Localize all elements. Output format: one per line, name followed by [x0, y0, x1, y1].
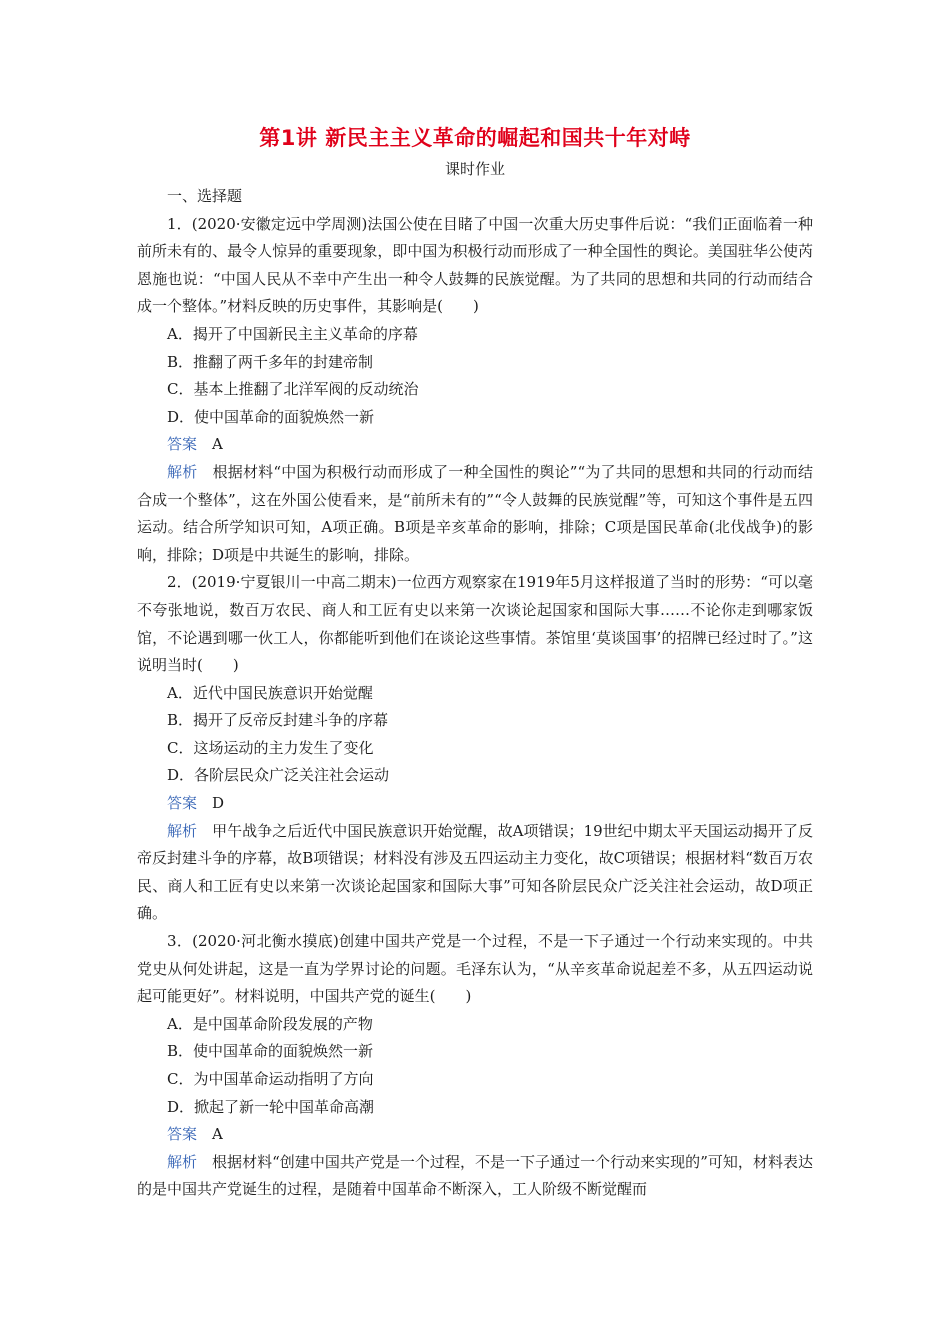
page-subtitle: 课时作业 [444, 160, 505, 178]
answer-label: 答案 [167, 794, 198, 813]
analysis-label: 解析 [167, 462, 198, 481]
analysis-line [137, 818, 813, 928]
option-b: B．推翻了两千多年的封建帝制 [167, 352, 374, 371]
option-a: A．是中国革命阶段发展的产物 [167, 1014, 373, 1033]
answer-line [137, 790, 813, 818]
analysis-text: 根据材料“创建中国共产党是一个过程，不是一下子通过一个行动来实现的”可知，材料表达的是中国共产党诞生的过程，是随着中国革命不断深入，工人阶级不断觉醒而 [137, 1152, 813, 1199]
option-c: C．为中国革命运动指明了方向 [167, 1070, 374, 1088]
question-block [137, 211, 813, 570]
analysis-label: 解析 [167, 1152, 198, 1171]
option-d: D．使中国革命的面貌焕然一新 [167, 407, 375, 426]
analysis-text: 根据材料“中国为积极行动而形成了一种全国性的舆论”“为了共同的思想和共同的行动而结合成一个整体”，这在外国公使看来，是“前所未有的”“令人鼓舞的民族觉醒”等，可知这个事件是五四运动。结合所学知识可知，A项正确。B项是辛亥革命的影响，排除；C项是国民革命(北伐战争)的影响，排除；D项是中共诞生的影响，排除。 [137, 462, 813, 564]
option-d: D．各阶层民众广泛关注社会运动 [167, 766, 390, 785]
answer-line [137, 431, 813, 459]
answer-line [137, 1121, 813, 1149]
worksheet-content [137, 183, 813, 1204]
option-c: C．基本上推翻了北洋军阀的反动统治 [167, 380, 419, 399]
option-d: D．掀起了新一轮中国革命高潮 [167, 1097, 375, 1116]
option-a: A．揭开了中国新民主主义革命的序幕 [167, 324, 418, 343]
question-stem: 3．(2020·河北衡水摸底)创建中国共产党是一个过程，不是一下子通过一个行动来实现的。中共党史从何处讲起，这是一直为学界讨论的问题。毛泽东认为，“从辛亥革命说起差不多，从五四运动说起可能更好”。材料说明，中国共产党的诞生( ) [137, 932, 813, 1006]
analysis-line [137, 459, 813, 569]
analysis-label: 解析 [167, 821, 198, 840]
question-stem: 2．(2019·宁夏银川一中高二期末)一位西方观察家在1919年5月这样报道了当时的形势：“可以毫不夸张地说，数百万农民、商人和工匠有史以来第一次谈论起国家和国际大事……不论你走到哪家饭馆，不论遇到哪一伙工人，你都能听到他们在谈论这些事情。茶馆里‘莫谈国事’的招牌已经过时了。”这说明当时( ) [137, 573, 813, 675]
answer-value: A [212, 435, 223, 454]
answer-value: A [212, 1125, 223, 1144]
analysis-text: 甲午战争之后近代中国民族意识开始觉醒，故A项错误；19世纪中期太平天国运动揭开了反帝反封建斗争的序幕，故B项错误；材料没有涉及五四运动主力变化，故C项错误；根据材料“数百万农民、商人和工匠有史以来第一次谈论起国家和国际大事”可知各阶层民众广泛关注社会运动，故D项正确。 [137, 821, 813, 923]
question-stem: 1．(2020·安徽定远中学周测)法国公使在目睹了中国一次重大历史事件后说：“我们正面临着一种前所未有的、最令人惊异的重要现象，即中国为积极行动而形成了一种全国性的舆论。美国驻华公使芮恩施也说：“中国人民从不幸中产生出一种令人鼓舞的民族觉醒。为了共同的思想和共同的行动而结合成一个整体。”材料反映的历史事件，其影响是( ) [137, 214, 813, 316]
option-a: A．近代中国民族意识开始觉醒 [167, 683, 373, 702]
option-b: B．揭开了反帝反封建斗争的序幕 [167, 711, 389, 730]
section-heading: 一、选择题 [167, 187, 243, 205]
option-b: B．使中国革命的面貌焕然一新 [167, 1042, 374, 1061]
answer-label: 答案 [167, 1125, 198, 1144]
answer-value: D [212, 794, 225, 813]
answer-label: 答案 [167, 435, 198, 454]
page-title: 第1讲 新民主主义革命的崛起和国共十年对峙 [259, 126, 691, 150]
question-block [137, 928, 813, 1204]
option-c: C．这场运动的主力发生了变化 [167, 738, 374, 757]
question-block [137, 569, 813, 928]
analysis-line [137, 1149, 813, 1204]
